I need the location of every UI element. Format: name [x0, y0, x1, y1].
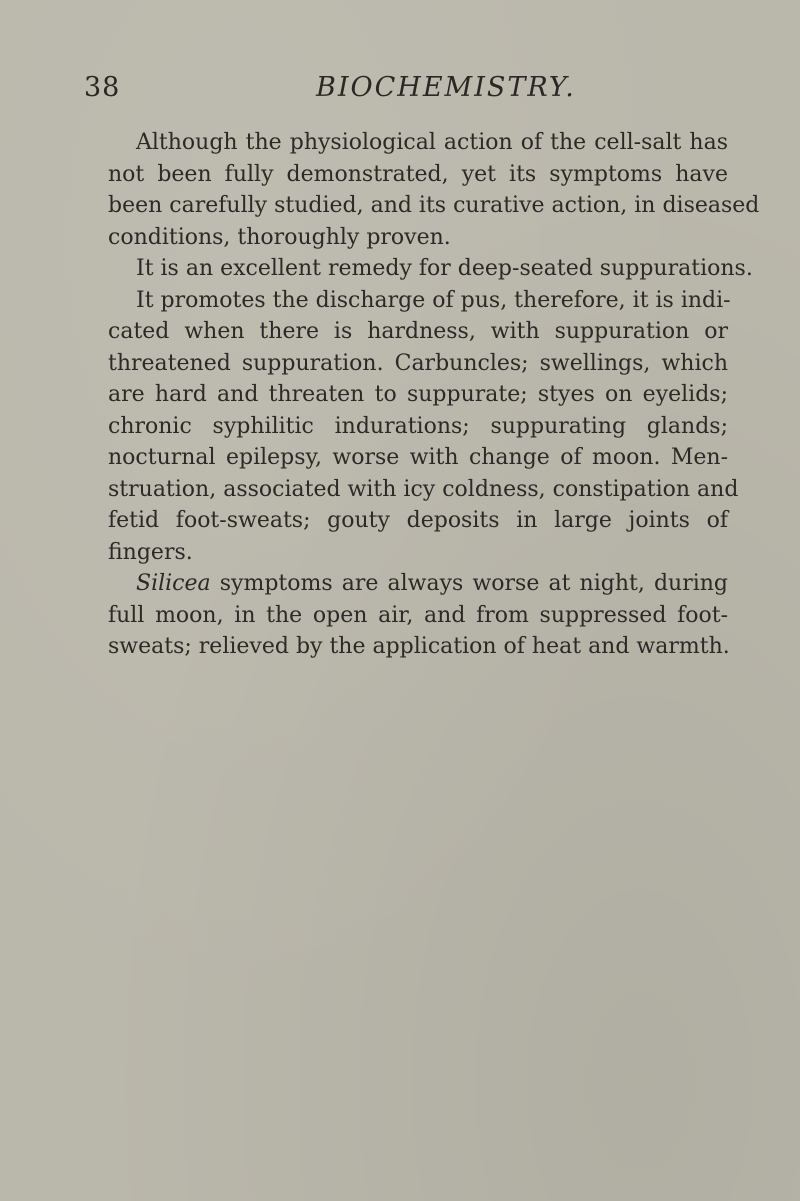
text-line: been carefully studied, and its curative action, in diseased	[108, 193, 760, 218]
text-line: are hard and threaten to suppurate; styes on eyelids;	[108, 382, 728, 407]
text-line: conditions, thoroughly proven.	[108, 224, 451, 250]
text-line: sweats; relieved by the application of heat and warmth.	[108, 634, 730, 659]
body-text	[108, 127, 760, 663]
text-line: threatened suppuration. Carbuncles; swellings, which	[108, 350, 728, 376]
text-line: It promotes the discharge of pus, therefore, it is indi-	[136, 287, 731, 313]
italic-term: Silicea	[136, 571, 211, 596]
text-line: fingers.	[108, 539, 193, 565]
text-line: not been fully demonstrated, yet its symptoms have	[108, 161, 728, 187]
running-title: BIOCHEMISTRY.	[316, 72, 576, 103]
text-line	[108, 568, 728, 600]
page-number: 38	[84, 72, 121, 103]
text-line: cated when there is hardness, with suppuration or	[108, 319, 728, 344]
text-fragment: symptoms are always worse at night, during	[210, 571, 728, 596]
text-line: chronic syphilitic indurations; suppurating glands;	[108, 413, 728, 439]
text-line: struation, associated with icy coldness, constipation and	[108, 476, 739, 502]
text-line: Although the physiological action of the cell-salt has	[136, 130, 728, 155]
text-line: It is an excellent remedy for deep-seated suppurations.	[136, 256, 753, 281]
page-header	[84, 72, 744, 116]
text-line: full moon, in the open air, and from suppressed foot-	[108, 602, 728, 628]
text-line: nocturnal epilepsy, worse with change of moon. Men-	[108, 445, 728, 470]
text-line: fetid foot-sweats; gouty deposits in large joints of	[108, 508, 728, 533]
